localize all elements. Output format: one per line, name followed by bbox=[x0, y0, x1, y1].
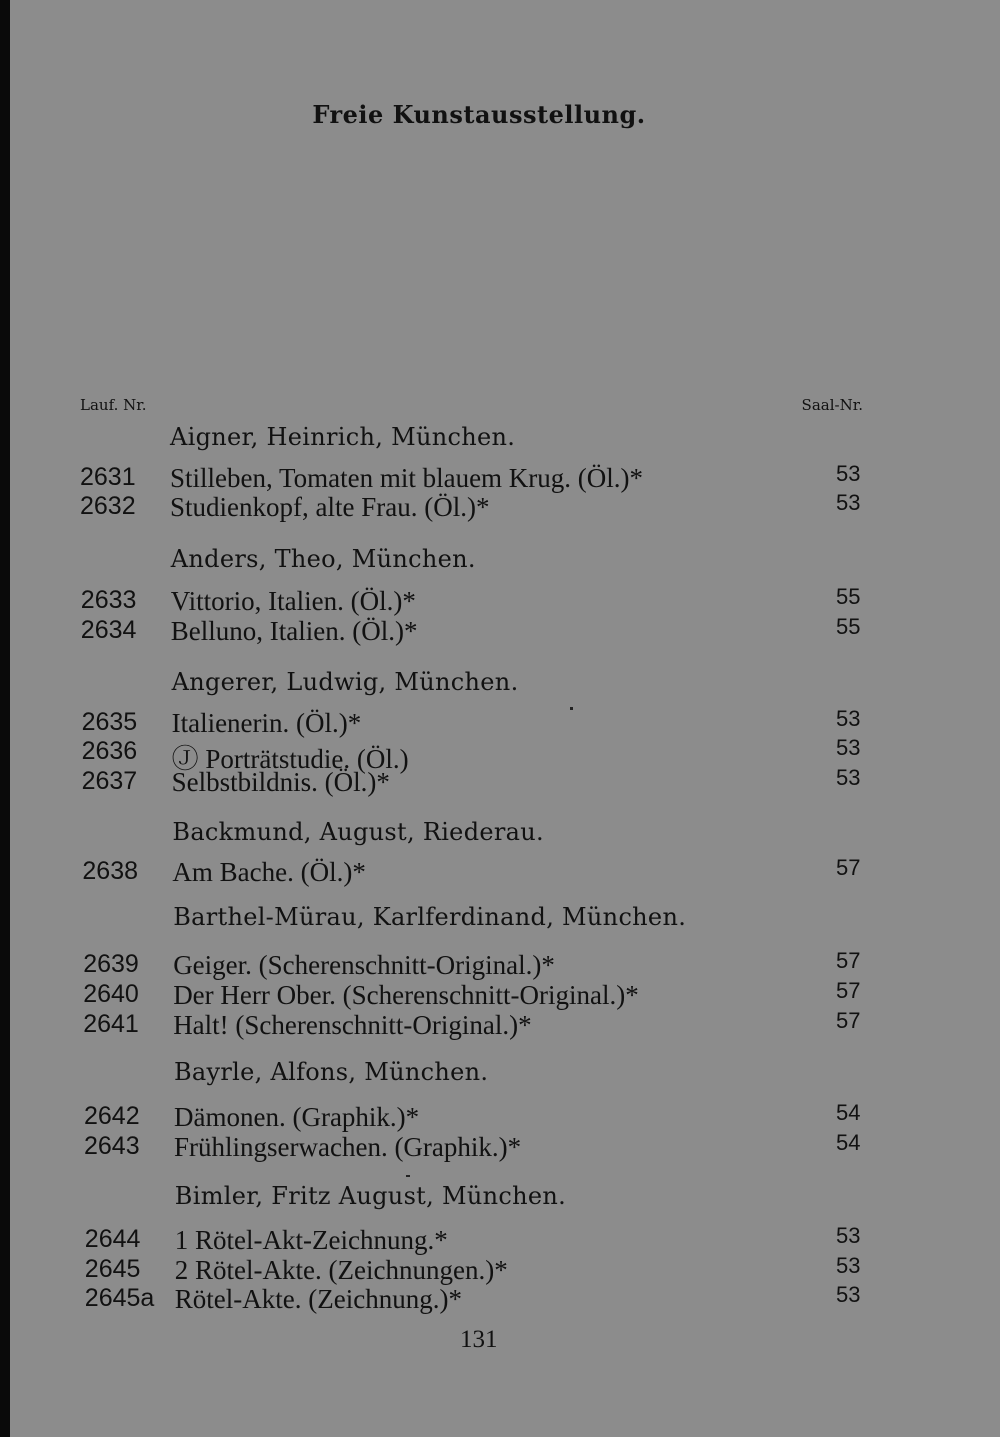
entry-room-number: 53 bbox=[836, 490, 861, 515]
artist-heading: Barthel-Mürau, Karlferdinand, München. bbox=[173, 903, 687, 931]
entry-number: 2639 bbox=[83, 950, 139, 978]
entry-number: 2645a bbox=[84, 1284, 155, 1312]
catalogue-entry bbox=[80, 463, 880, 493]
entry-number: 2644 bbox=[84, 1225, 141, 1253]
entry-number: 2642 bbox=[84, 1102, 140, 1130]
entry-room-number: 53 bbox=[835, 1282, 861, 1307]
entry-number: 2637 bbox=[81, 767, 138, 795]
catalogue-entry bbox=[85, 1255, 880, 1285]
entry-number: 2631 bbox=[80, 463, 136, 491]
column-header-lauf-nr: Lauf. Nr. bbox=[80, 396, 147, 414]
entry-room-number: 55 bbox=[835, 584, 861, 609]
print-speck bbox=[570, 707, 573, 710]
catalogue-entry bbox=[83, 950, 880, 980]
entry-room-number: 53 bbox=[835, 765, 861, 790]
catalogue-entry bbox=[81, 586, 880, 616]
entry-title: Vittorio, Italien. (Öl.)* bbox=[170, 586, 416, 616]
running-head: Freie Kunstausstellung. bbox=[312, 100, 646, 129]
artist-heading: Anders, Theo, München. bbox=[170, 545, 476, 573]
entry-number: 2633 bbox=[80, 586, 137, 614]
entry-number: 2636 bbox=[81, 737, 138, 765]
entry-number: 2635 bbox=[81, 708, 138, 736]
catalogue-entry bbox=[85, 1225, 880, 1255]
entry-room-number: 57 bbox=[835, 855, 861, 880]
entry-number: 2634 bbox=[80, 616, 137, 644]
entry-title: Geiger. (Scherenschnitt-Original.)* bbox=[173, 950, 555, 980]
catalogue-entry bbox=[83, 1010, 880, 1040]
artist-heading: Angerer, Ludwig, München. bbox=[171, 668, 519, 696]
entry-title: Am Bache. (Öl.)* bbox=[172, 857, 366, 887]
entry-room-number: 57 bbox=[835, 978, 861, 1003]
entry-title: Stilleben, Tomaten mit blauem Krug. (Öl.)* bbox=[170, 463, 644, 493]
entry-room-number: 53 bbox=[835, 1253, 861, 1278]
entry-room-number: 53 bbox=[835, 1223, 861, 1248]
catalogue-entry bbox=[82, 857, 880, 887]
entry-room-number: 54 bbox=[836, 1100, 861, 1125]
catalogue-entry bbox=[85, 1284, 880, 1314]
catalogue-entry bbox=[84, 1102, 880, 1132]
catalogue-entry bbox=[83, 980, 880, 1010]
entry-number: 2641 bbox=[83, 1010, 139, 1038]
entry-title: Studienkopf, alte Frau. (Öl.)* bbox=[170, 492, 490, 522]
entry-number: 2632 bbox=[80, 492, 136, 520]
entry-number: 2640 bbox=[83, 980, 139, 1008]
entry-title: Dämonen. (Graphik.)* bbox=[174, 1102, 420, 1132]
catalogue-entry bbox=[81, 616, 880, 646]
entry-title: 2 Rötel-Akte. (Zeichnungen.)* bbox=[174, 1255, 508, 1285]
entry-room-number: 54 bbox=[836, 1130, 861, 1155]
entry-number: 2638 bbox=[82, 857, 139, 885]
entry-number: 2645 bbox=[84, 1255, 141, 1283]
entry-room-number: 57 bbox=[835, 948, 861, 973]
entry-room-number: 53 bbox=[835, 706, 861, 731]
catalogue-entry bbox=[82, 767, 880, 797]
entry-title: Italienerin. (Öl.)* bbox=[171, 708, 362, 738]
catalogue-entry bbox=[80, 492, 880, 522]
entry-title: Frühlingserwachen. (Graphik.)* bbox=[174, 1132, 522, 1162]
entry-title: 1 Rötel-Akt-Zeichnung.* bbox=[174, 1225, 448, 1255]
catalogue-entry bbox=[82, 708, 880, 738]
entry-title: Halt! (Scherenschnitt-Original.)* bbox=[173, 1010, 532, 1040]
entry-number: 2643 bbox=[84, 1132, 140, 1160]
print-speck bbox=[406, 1175, 410, 1177]
entry-room-number: 53 bbox=[835, 735, 861, 760]
catalogue-entries bbox=[10, 0, 1000, 1437]
artist-heading: Bayrle, Alfons, München. bbox=[174, 1058, 489, 1086]
catalogue-page bbox=[10, 0, 1000, 1437]
entry-title: Rötel-Akte. (Zeichnung.)* bbox=[174, 1284, 462, 1314]
artist-heading: Bimler, Fritz August, München. bbox=[174, 1182, 567, 1210]
column-header-saal-nr: Saal-Nr. bbox=[801, 396, 863, 414]
entry-room-number: 55 bbox=[835, 614, 861, 639]
artist-heading: Aigner, Heinrich, München. bbox=[170, 423, 516, 451]
entry-title: Der Herr Ober. (Scherenschnitt-Original.)* bbox=[173, 980, 639, 1010]
page-number: 131 bbox=[460, 1326, 498, 1353]
entry-title: Selbstbildnis. (Öl.)* bbox=[171, 767, 390, 797]
entry-title: Ⓙ Porträtstudie. (Öl.) bbox=[171, 744, 409, 774]
book-binding-edge bbox=[0, 0, 10, 1437]
entry-title: Belluno, Italien. (Öl.)* bbox=[170, 616, 418, 646]
entry-room-number: 57 bbox=[835, 1008, 861, 1033]
catalogue-entry bbox=[81, 735, 880, 774]
catalogue-entry bbox=[84, 1132, 880, 1162]
entry-room-number: 53 bbox=[836, 461, 861, 486]
artist-heading: Backmund, August, Riederau. bbox=[172, 818, 544, 846]
